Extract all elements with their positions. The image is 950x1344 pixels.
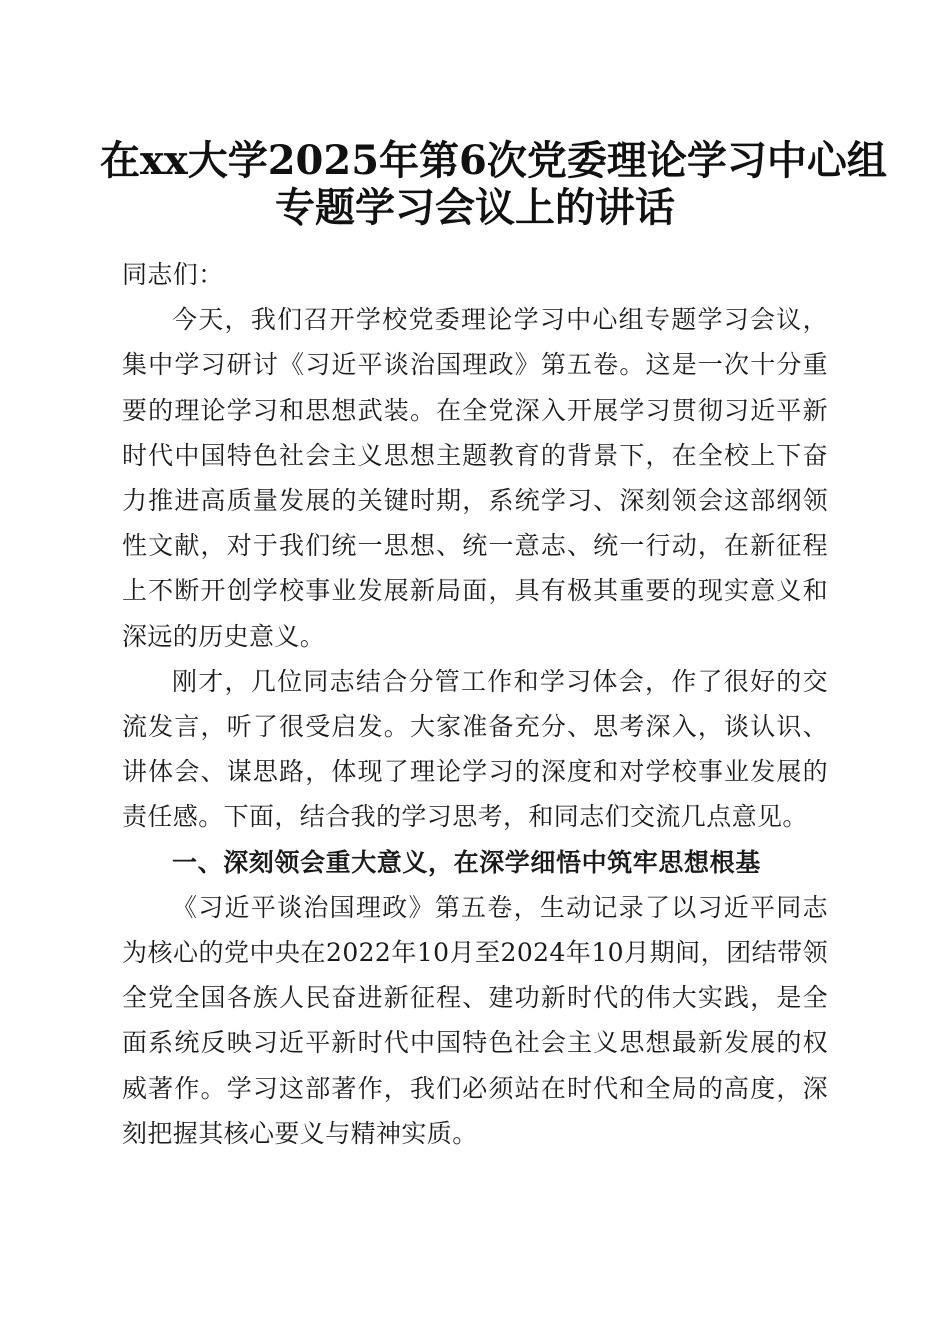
document-body [122, 252, 828, 1156]
paragraph-2: 刚才，几位同志结合分管工作和学习体会，作了很好的交流发言，听了很受启发。大家准备充分、思考深入，谈认识、讲体会、谋思路，体现了理论学习的深度和对学校事业发展的责任感。下面，结合我的学习思考，和同志们交流几点意见。 [122, 666, 828, 832]
title-line-1: 在xx大学2025年第6次党委理论学习中心组 [100, 137, 887, 184]
section-1-heading: 一、深刻领会重大意义，在深学细悟中筑牢思想根基 [172, 847, 761, 877]
salutation: 同志们： [122, 260, 224, 289]
paragraph-3: 《习近平谈治国理政》第五卷，生动记录了以习近平同志为核心的党中央在2022年10月至2024年10月期间，团结带领全党全国各族人民奋进新征程、建功新时代的伟大实践，是全面系统反映习近平新时代中国特色社会主义思想最新发展的权威著作。学习这部著作，我们必须站在时代和全局的高度，深刻把握其核心要义与精神实质。 [122, 892, 828, 1148]
paragraph-1: 今天，我们召开学校党委理论学习中心组专题学习会议，集中学习研讨《习近平谈治国理政》第五卷。这是一次十分重要的理论学习和思想武装。在全党深入开展学习贯彻习近平新时代中国特色社会主义思想主题教育的背景下，在全校上下奋力推进高质量发展的关键时期，系统学习、深刻领会这部纲领性文献，对于我们统一思想、统一意志、统一行动，在新征程上不断开创学校事业发展新局面，具有极其重要的现实意义和深远的历史意义。 [122, 305, 828, 651]
title-line-2: 专题学习会议上的讲话 [275, 184, 675, 231]
document-title [100, 137, 887, 231]
